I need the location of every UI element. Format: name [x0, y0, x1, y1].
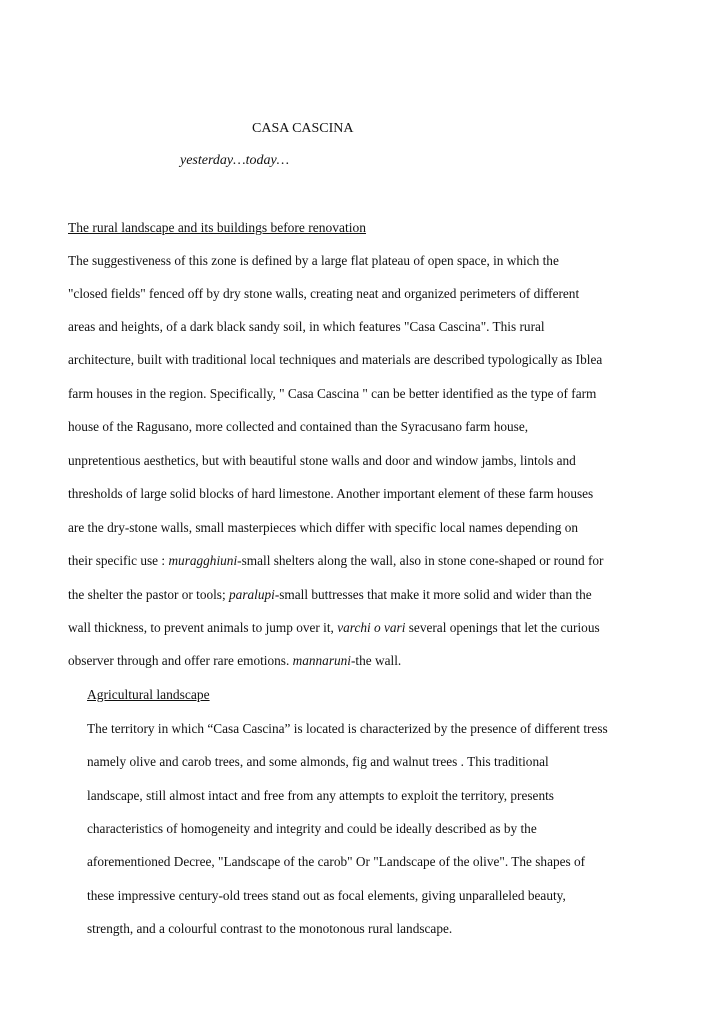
paragraph-line — [68, 552, 603, 570]
line-text: -small buttresses that make it more solid and wider than the — [274, 587, 592, 602]
paragraph-line: landscape, still almost intact and free from any attempts to exploit the territory, presents — [87, 788, 554, 803]
line-text: the shelter the pastor or tools; — [68, 587, 230, 602]
line-text: -the wall. — [351, 653, 402, 668]
paragraph-line: strength, and a colourful contrast to the monotonous rural landscape. — [87, 921, 453, 936]
paragraph-line: house of the Ragusano, more collected and contained than the Syracusano farm house, — [68, 419, 529, 434]
line-text: -small shelters along the wall, also in stone cone-shaped or round for — [237, 553, 604, 568]
paragraph-line: farm houses in the region. Specifically, " Casa Cascina " can be better identified as the type of farm — [68, 386, 597, 401]
line-text: wall thickness, to prevent animals to jump over it, — [68, 620, 338, 635]
paragraph-line: namely olive and carob trees, and some almonds, fig and walnut trees . This traditional — [87, 754, 549, 769]
local-term-muragghiuni: muragghiuni — [168, 553, 238, 568]
paragraph-line: these impressive century-old trees stand out as focal elements, giving unparalleled beauty, — [87, 888, 566, 903]
line-text: observer through and offer rare emotions. — [68, 653, 293, 668]
paragraph-line: The territory in which “Casa Cascina” is located is characterized by the presence of different tress — [87, 721, 608, 736]
paragraph-line — [68, 652, 401, 670]
section-heading-rural-landscape: The rural landscape and its buildings before renovation — [68, 220, 367, 235]
document-subtitle: yesterday…today… — [180, 153, 290, 168]
section-heading-agricultural-landscape: Agricultural landscape — [87, 687, 210, 702]
paragraph-line: unpretentious aesthetics, but with beautiful stone walls and door and window jambs, lintols and — [68, 453, 576, 468]
local-term-varchi-o-vari: varchi o vari — [337, 620, 406, 635]
paragraph-line: thresholds of large solid blocks of hard limestone. Another important element of these farm houses — [68, 486, 594, 501]
local-term-mannaruni: mannaruni — [292, 653, 351, 668]
paragraph-line: The suggestiveness of this zone is defined by a large flat plateau of open space, in which the — [68, 253, 559, 268]
paragraph-line: characteristics of homogeneity and integrity and could be ideally described as by the — [87, 821, 537, 836]
local-term-paralupi: paralupi — [229, 587, 275, 602]
paragraph-line: aforementioned Decree, "Landscape of the carob" Or "Landscape of the olive". The shapes of — [87, 854, 586, 869]
paragraph-line — [68, 619, 600, 637]
paragraph-line: are the dry-stone walls, small masterpieces which differ with specific local names depending on — [68, 520, 579, 535]
line-text: several openings that let the curious — [405, 620, 600, 635]
paragraph-line: areas and heights, of a dark black sandy soil, in which features "Casa Cascina". This rural — [68, 319, 545, 334]
paragraph-line: architecture, built with traditional local techniques and materials are described typologically as Iblea — [68, 352, 603, 367]
paragraph-line — [68, 586, 592, 604]
line-text: their specific use : — [68, 553, 169, 568]
paragraph-line: "closed fields" fenced off by dry stone walls, creating neat and organized perimeters of different — [68, 286, 580, 301]
document-title: CASA CASCINA — [252, 121, 354, 136]
